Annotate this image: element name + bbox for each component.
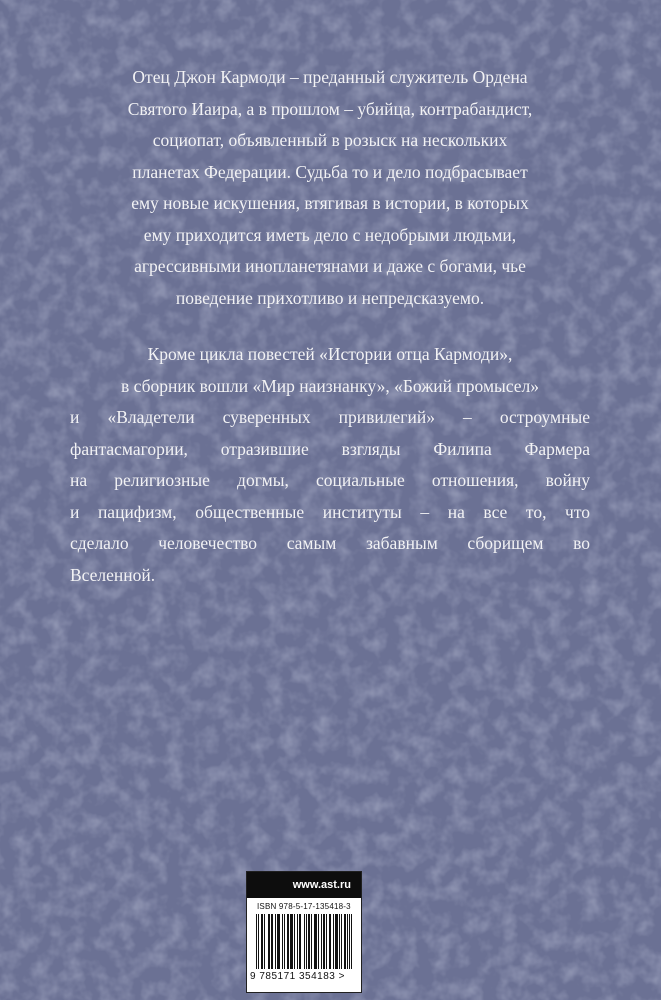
isbn-label: ISBN 978-5-17-135418-3 — [257, 902, 351, 911]
text-line: социопат, объявленный в розыск на нескольких — [152, 130, 508, 150]
publisher-website: www.ast.ru — [247, 872, 361, 898]
text-line: в сборник вошли «Мир наизнанку», «Божий промысел» — [120, 375, 540, 396]
text-line: фантасмагории, отразившие взгляды Филипа Фармера — [70, 438, 590, 459]
text-line: и пацифизм, общественные институты – на все то, что — [70, 501, 590, 522]
collection-paragraph — [70, 339, 590, 591]
text-line: сделало человечество самым забавным сборищем во — [70, 533, 590, 553]
text-line: планетах Федерации. Судьба то и дело подбрасывает — [132, 161, 528, 182]
synopsis-paragraph — [70, 62, 590, 314]
barcode-icon — [256, 914, 352, 969]
text-line: ему новые искушения, втягивая в истории, в которых — [131, 193, 529, 213]
text-line: ему приходится иметь дело с недобрыми людьми, — [143, 224, 517, 245]
text-line: Отец Джон Кармоди – преданный служитель Ордена — [132, 67, 528, 87]
text-line: на религиозные догмы, социальные отношения, войну — [70, 470, 590, 490]
text-line: Вселенной. — [70, 564, 156, 585]
text-line: Кроме цикла повестей «Истории отца Кармоди», — [147, 344, 513, 364]
text-line: агрессивными инопланетянами и даже с богами, чье — [134, 256, 526, 276]
barcode-digits: 9 785171 354183 > — [250, 971, 345, 982]
isbn-barcode-block — [246, 871, 362, 993]
text-line: Святого Иаира, а в прошлом – убийца, контрабандист, — [127, 98, 533, 119]
text-line: поведение прихотливо и непредсказуемо. — [175, 287, 485, 308]
text-line: и «Владетели суверенных привилегий» – остроумные — [70, 407, 590, 427]
